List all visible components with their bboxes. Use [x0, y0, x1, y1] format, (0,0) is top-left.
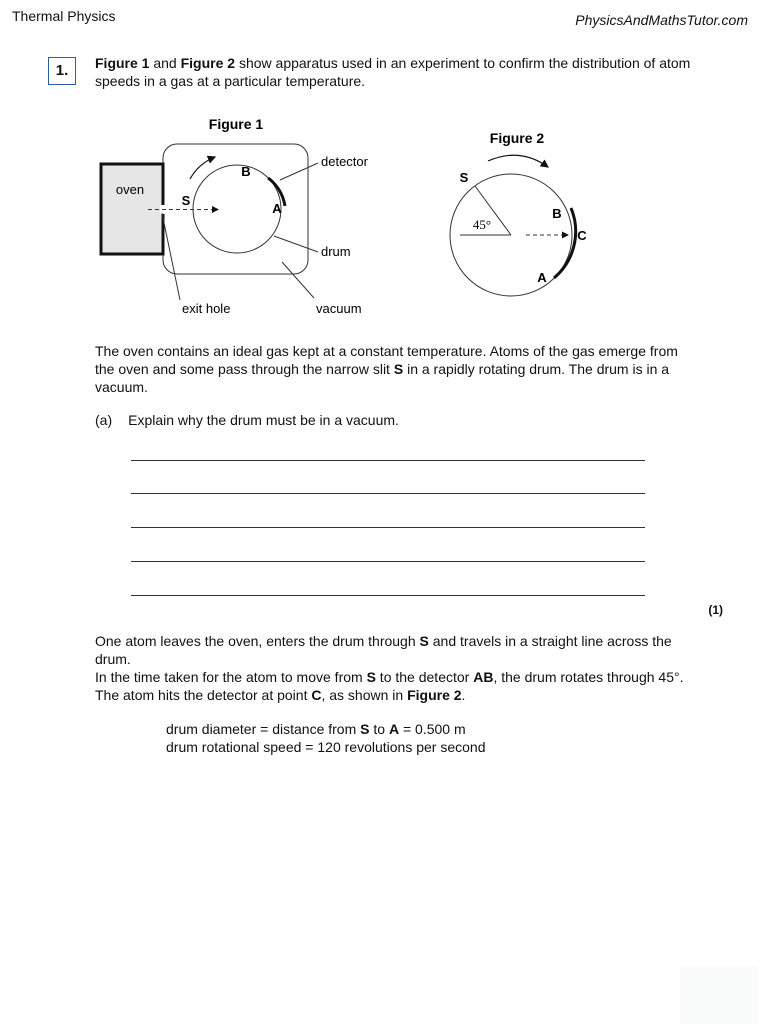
given-text: drum diameter = distance from [166, 721, 361, 737]
description-part2: in a rapidly rotating drum. The drum is in a vacuum. [95, 361, 670, 395]
given-point-a: A [388, 721, 400, 737]
drum-label: drum [321, 244, 351, 259]
description-part1: The oven contains an ideal gas kept at a constant temperature. Atoms of the gas emerge from the oven and some pass through the narrow slit [95, 343, 678, 377]
scenario-text: and travels in a straight line across the drum. [95, 633, 672, 667]
part-a-label: (a) [95, 412, 113, 428]
scenario-paragraph [95, 632, 695, 704]
given-slit: S [360, 721, 370, 737]
part-a-text: Explain why the drum must be in a vacuum. [128, 412, 399, 428]
scenario-detector-ab: AB [473, 669, 494, 685]
figure2-title: Figure 2 [489, 130, 545, 146]
scenario-slit: S [419, 633, 429, 649]
corner-shade [680, 966, 758, 1024]
question-intro [95, 54, 695, 90]
fig2-rotation-arrow [488, 155, 548, 167]
scenario-text: One atom leaves the oven, enters the drum through [95, 633, 420, 649]
scenario-figure2-ref: Figure 2 [407, 687, 462, 703]
exit-hole-label: exit hole [182, 301, 231, 316]
given-rotational-speed: drum rotational speed = 120 revolutions per second [166, 739, 486, 755]
intro-rest: show apparatus used in an experiment to confirm the distribution of atom speeds in a gas at a particular temperature. [95, 55, 691, 89]
scenario-text: , as shown in [321, 687, 408, 703]
intro-and: and [149, 55, 181, 71]
detector-label: detector [321, 154, 368, 169]
intro-figure2-ref: Figure 2 [180, 55, 236, 71]
header-subject: Thermal Physics [12, 8, 116, 24]
detector-leader [280, 163, 318, 180]
part-a-question [95, 411, 695, 429]
figure1-title: Figure 1 [208, 116, 264, 132]
fig2-angle-label: 45° [472, 217, 492, 232]
scenario-text: . [461, 687, 466, 703]
fig1-slit-label: S [181, 193, 191, 208]
answer-line[interactable] [131, 493, 645, 494]
vacuum-leader [282, 262, 314, 298]
scenario-point-c: C [311, 687, 322, 703]
drum-leader [274, 236, 318, 252]
description-slit: S [393, 361, 404, 377]
description-paragraph [95, 342, 695, 396]
fig2-point-c: C [577, 228, 587, 243]
fig1-point-a: A [272, 201, 282, 216]
answer-line[interactable] [131, 460, 645, 461]
scenario-text: , the drum rotates through 45°. [493, 669, 684, 685]
given-diameter [166, 720, 466, 738]
oven-box [101, 164, 163, 254]
given-text: to [369, 721, 389, 737]
exit-hole-leader [162, 213, 180, 300]
given-text: = 0.500 m [399, 721, 466, 737]
answer-line[interactable] [131, 527, 645, 528]
fig1-point-b: B [241, 164, 251, 179]
question-number: 1. [48, 57, 76, 85]
apparatus-figures [90, 112, 610, 324]
oven-label: oven [115, 182, 145, 197]
vacuum-label: vacuum [316, 301, 362, 316]
header-site: PhysicsAndMathsTutor.com [575, 12, 748, 28]
scenario-slit: S [366, 669, 376, 685]
figure1 [101, 116, 369, 316]
answer-line[interactable] [131, 561, 645, 562]
answer-line[interactable] [131, 595, 645, 596]
part-a-marks: (1) [708, 603, 723, 617]
fig2-point-b: B [552, 206, 562, 221]
rotation-arrow [190, 157, 215, 179]
scenario-text: In the time taken for the atom to move from [95, 669, 367, 685]
scenario-text: The atom hits the detector at point [95, 687, 312, 703]
fig2-point-a: A [537, 270, 547, 285]
scenario-text: to the detector [375, 669, 474, 685]
intro-figure1-ref: Figure 1 [95, 55, 150, 71]
fig2-slit-label: S [459, 170, 469, 185]
figure2 [450, 130, 587, 296]
